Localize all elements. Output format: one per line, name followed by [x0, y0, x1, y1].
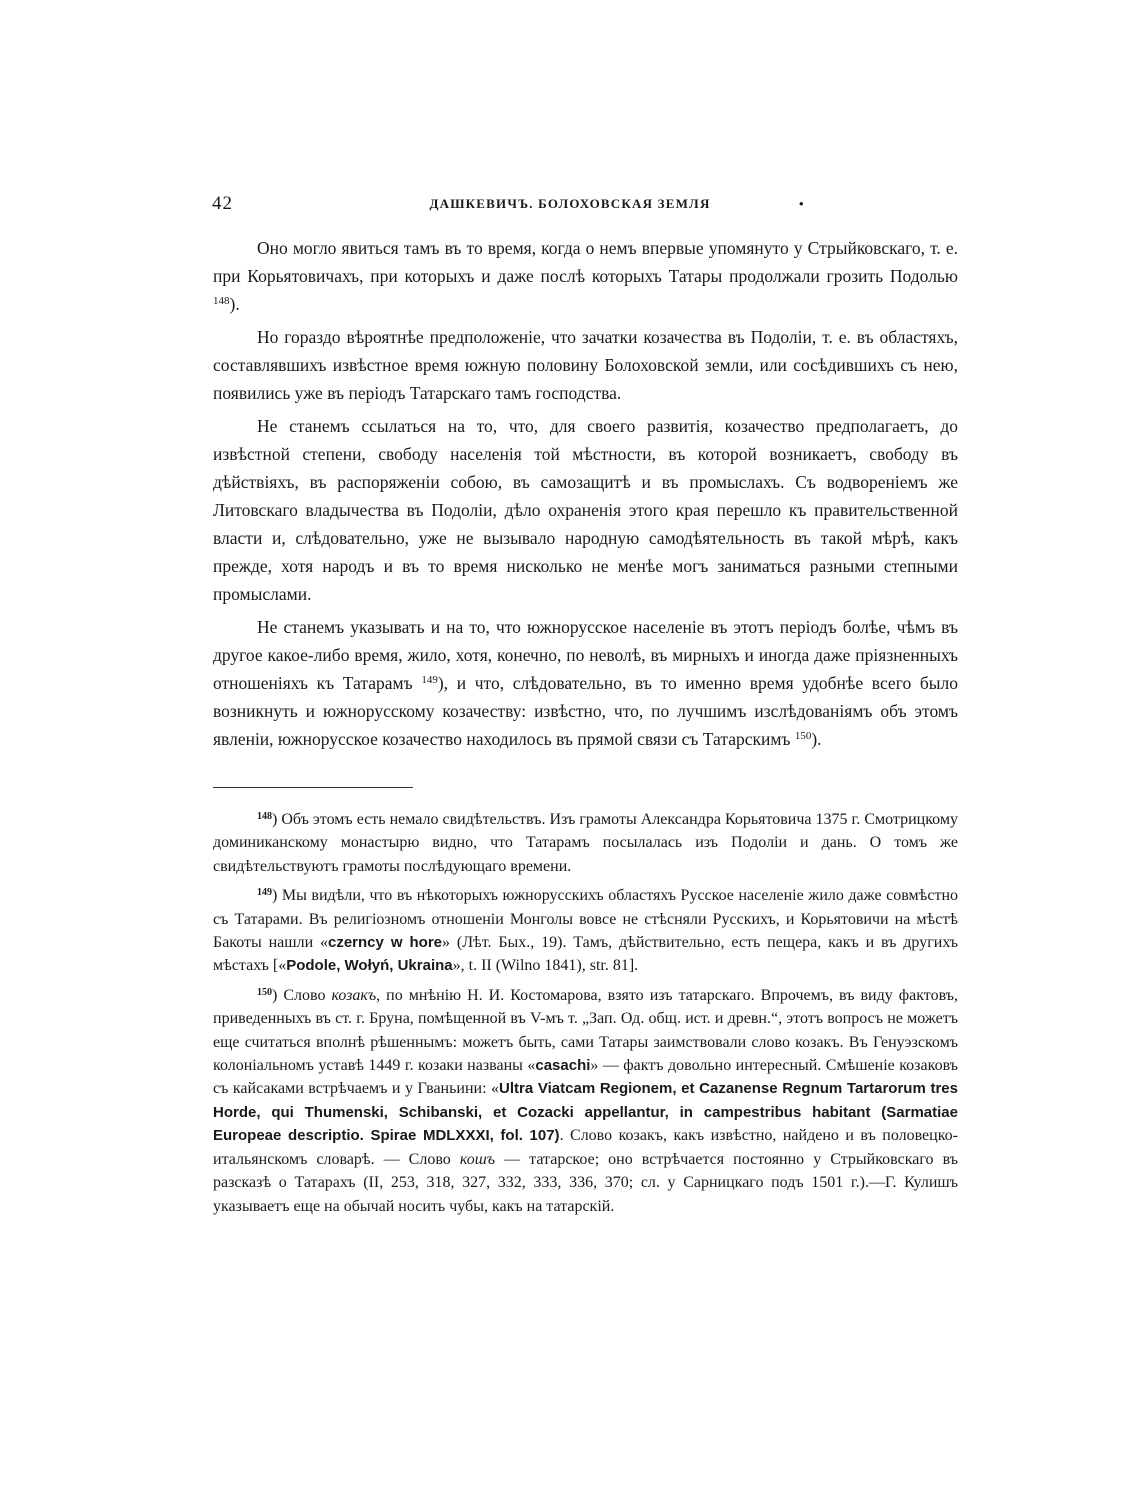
paragraph-4	[213, 613, 958, 753]
footnote-ref-149: 149	[421, 674, 438, 686]
paragraph-4-text-a: Не станемъ указывать и на то, что южнорусское населеніе въ этотъ періодъ болѣе, чѣмъ въ другое какое-либо время, жило, хотя, конечно, по неволѣ, въ мирныхъ и иногда даже пріязненныхъ отношеніяхъ къ Татарамъ	[213, 617, 958, 693]
footnote-ref-150: 150	[794, 730, 812, 742]
footnote-148	[213, 808, 958, 878]
footnote-148-number: 148	[257, 811, 272, 822]
footnote-150-text-a: ) Слово	[272, 986, 332, 1004]
footnote-150-em-b: кошъ	[459, 1150, 496, 1168]
footnote-148-text: ) Объ этомъ есть немало свидѣтельствъ. Изъ грамоты Александра Корьятовича 1375 г. Смотрицкому доминиканскому монастырю видно, что Татарамъ посылалась изъ Подоліи и дань. О томъ же свидѣтельствуютъ грамоты послѣдующаго времени.	[213, 811, 958, 875]
footnote-150-text-c: » — фактъ довольно интересный. Смѣшеніе козаковъ съ кайсаками встрѣчаемъ и у Гваньини: «	[213, 1057, 958, 1098]
footnote-150-em-a: козакъ	[331, 986, 377, 1004]
running-title-text: ДАШКЕВИЧЪ. БОЛОХОВСКАЯ ЗЕМЛЯ	[429, 196, 711, 211]
footnote-149-text-c: », t. II (Wilno 1841), str. 81].	[452, 957, 639, 975]
main-text	[213, 234, 958, 758]
paragraph-3: Не станемъ ссылаться на то, что, для своего развитія, козачество предполагаетъ, до извѣстной степени, свободу населенія той мѣстности, въ которой возникаетъ, свободу въ дѣйствіяхъ, въ распоряженіи собою, въ самозащитѣ и въ промыслахъ. Съ водвореніемъ же Литовскаго владычества въ Подоліи, дѣло охраненія этого края перешло къ правительственной власти и, слѣдовательно, уже не вызывало народную самодѣятельность въ такой мѣрѣ, какъ прежде, хотя народъ и въ то время нисколько не менѣе могъ заниматься разными степными промыслами.	[213, 416, 958, 604]
paragraph-1-tail: ).	[229, 294, 240, 314]
footnotes	[213, 808, 958, 1224]
paragraph-4-tail: ).	[811, 729, 822, 749]
footnote-149-latin-b: Podole, Wołyń, Ukraina	[286, 957, 453, 975]
paragraph-2: Но гораздо вѣроятнѣе предположеніе, что зачатки козачества въ Подоліи, т. е. въ областяхъ, составлявшихъ извѣстное время южную половину Болоховской земли, или сосѣдившихъ съ нею, появились уже въ періодъ Татарскаго тамъ господства.	[213, 327, 958, 403]
paragraph-1-text: Оно могло явиться тамъ въ то время, когда о немъ впервые упомянуто у Стрыйковскаго, т. е. при Корьятовичахъ, при которыхъ и даже послѣ которыхъ Татары продолжали грозить Подолью	[213, 238, 958, 286]
footnote-149-number: 149	[257, 887, 272, 899]
footnote-150-text-b: , по мнѣнію Н. И. Костомарова, взято изъ татарскаго. Впрочемъ, въ виду фактовъ, приведенныхъ въ ст. г. Бруна, помѣщенной въ V-мъ т. „Зап. Од. общ. ист. и древн.“, этотъ вопросъ не можетъ еще считаться вполнѣ рѣшеннымъ: можетъ быть, сами Татары заимствовали слово козакъ. Въ Генуэзскомъ колоніальномъ уставѣ 1449 г. козаки названы «	[213, 986, 958, 1075]
page-number: 42	[212, 193, 233, 214]
paragraph-4-text-b: ), и что, слѣдовательно, въ то именно время удобнѣе всего было возникнуть и южнорусскому козачеству: извѣстно, что, по лучшимъ изслѣдованіямъ объ этомъ явленіи, южнорусское козачество находилось въ прямой связи съ Татарскимъ	[213, 673, 959, 749]
footnote-150-number: 150	[257, 986, 272, 998]
footnote-150-text-e: — татарское; оно встрѣчается постоянно у Стрыйковскаго въ разсказѣ о Татарахъ (II, 253, 318, 327, 332, 333, 336, 370; сл. у Сарницкаго подъ 1501 г.).—Г. Кулишъ указываетъ еще на обычай носить чубы, какъ на татарскій.	[213, 1150, 958, 1215]
footnote-150-latin-b: Ultra Viatcam Regionem, et Cazanense Regnum Tartarorum tres Horde, qui Thumenski, Schibanski, et Cozacki appellantur, in campestribus habitant (Sarmatiae Europeae descriptio. Spirae MDLXXXI, fol. 107)	[213, 1080, 958, 1145]
footnote-149-text-a: ) Мы видѣли, что въ нѣкоторыхъ южнорусскихъ областяхъ Русское населеніе жило даже совмѣстно съ Татарами. Въ религіозномъ отношеніи Монголы вовсе не стѣсняли Русскихъ, и Корьятовичи на мѣстѣ Бакоты нашли «	[213, 887, 958, 952]
footnote-divider	[213, 787, 413, 788]
footnote-150-latin-a: casachi	[535, 1057, 591, 1075]
header-mark: •	[799, 196, 805, 211]
footnote-ref-148: 148	[213, 295, 230, 307]
footnote-149	[213, 884, 958, 978]
footnote-149-latin-a: czerncy w hore	[327, 934, 443, 952]
paragraph-1	[213, 234, 958, 318]
footnote-149-text-b: » (Лѣт. Бых., 19). Тамъ, дѣйствительно, есть пещера, какъ и въ другихъ мѣстахъ [«	[213, 934, 958, 975]
footnote-150	[213, 984, 958, 1218]
running-title	[0, 196, 1140, 212]
footnote-150-text-d: . Слово козакъ, какъ извѣстно, найдено и въ половецко-итальянскомъ словарѣ. — Слово	[213, 1127, 959, 1168]
